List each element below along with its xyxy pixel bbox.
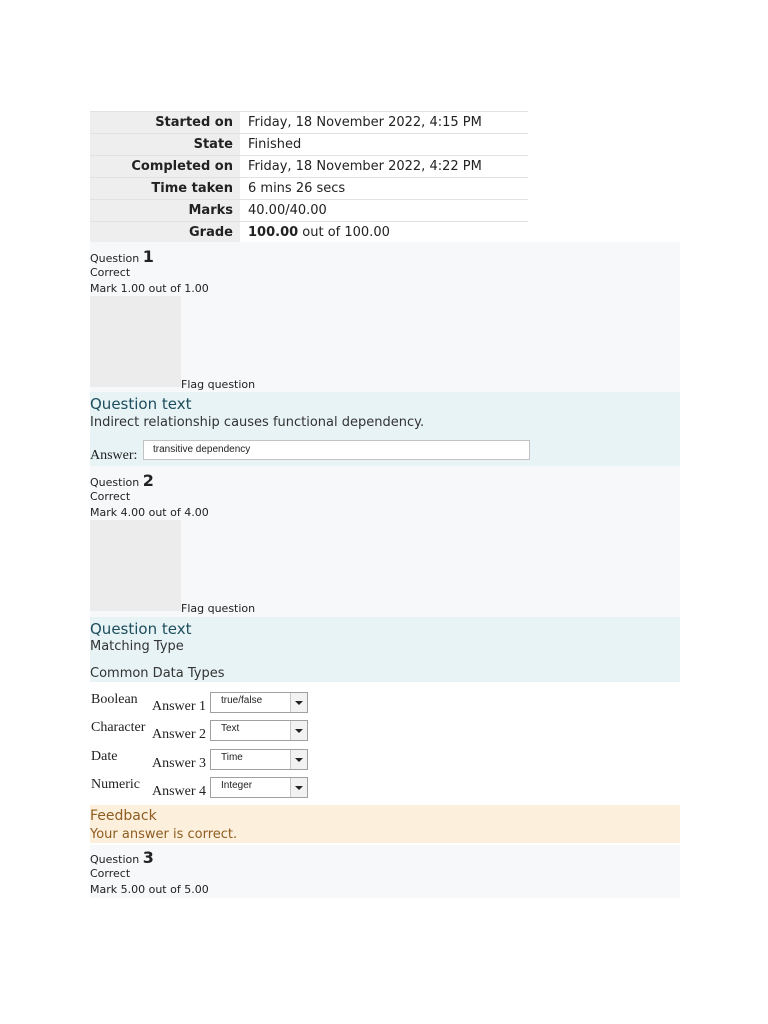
match-selected-value: Integer	[221, 780, 253, 791]
question-text-heading: Question text	[90, 395, 192, 413]
summary-row	[90, 200, 528, 222]
question-mark: Mark 5.00 out of 5.00	[90, 883, 209, 896]
summary-value: Finished	[240, 134, 528, 156]
question-number: Question 1	[90, 247, 154, 266]
summary-label: Marks	[90, 200, 240, 222]
match-row	[90, 692, 350, 720]
question-2-info	[90, 466, 680, 617]
match-row	[90, 720, 350, 748]
grade-score: 100.00	[248, 225, 299, 240]
match-answer-label: Answer 3	[152, 756, 207, 771]
question-status: Correct	[90, 867, 131, 880]
summary-value: Friday, 18 November 2022, 4:15 PM	[240, 112, 528, 134]
grade-label: Grade	[90, 222, 240, 244]
summary-row	[90, 134, 528, 156]
match-answer-label: Answer 1	[152, 699, 207, 714]
answer-input[interactable]: transitive dependency	[143, 440, 530, 460]
match-stem: Date	[91, 749, 118, 764]
summary-row	[90, 178, 528, 200]
summary-label: Started on	[90, 112, 240, 134]
match-select[interactable]	[210, 692, 308, 713]
flag-icon[interactable]	[90, 296, 181, 387]
match-row	[90, 749, 350, 777]
flag-question-link[interactable]: Flag question	[181, 378, 256, 391]
match-answer-label: Answer 4	[152, 784, 207, 799]
attempt-summary-table	[90, 111, 528, 244]
question-text-heading: Question text	[90, 620, 192, 638]
chevron-down-icon[interactable]	[290, 721, 307, 740]
question-text: Matching Type	[90, 639, 184, 654]
feedback-text: Your answer is correct.	[90, 827, 238, 842]
feedback-panel	[90, 805, 680, 843]
question-number: Question 3	[90, 848, 154, 867]
chevron-down-icon[interactable]	[290, 693, 307, 712]
summary-row	[90, 112, 528, 134]
match-selected-value: true/false	[221, 695, 263, 706]
match-row	[90, 777, 350, 805]
match-select[interactable]	[210, 777, 308, 798]
chevron-down-icon[interactable]	[290, 750, 307, 769]
answer-label: Answer:	[90, 448, 138, 463]
grade-out-of: out of 100.00	[298, 225, 390, 240]
match-stem: Boolean	[91, 692, 138, 707]
flag-icon[interactable]	[90, 520, 181, 611]
question-1-content	[90, 392, 680, 466]
feedback-heading: Feedback	[90, 808, 157, 824]
summary-label: State	[90, 134, 240, 156]
match-selected-value: Time	[221, 752, 243, 763]
question-text: Indirect relationship causes functional dependency.	[90, 415, 425, 430]
match-selected-value: Text	[221, 723, 240, 734]
question-subtext: Common Data Types	[90, 666, 225, 681]
question-1-info	[90, 242, 680, 392]
summary-value: 40.00/40.00	[240, 200, 528, 222]
question-status: Correct	[90, 266, 131, 279]
question-status: Correct	[90, 490, 131, 503]
flag-question-link[interactable]: Flag question	[181, 602, 256, 615]
question-3-info	[90, 845, 680, 898]
summary-row	[90, 156, 528, 178]
summary-label: Completed on	[90, 156, 240, 178]
question-mark: Mark 1.00 out of 1.00	[90, 282, 209, 295]
grade-value	[240, 222, 528, 244]
question-mark: Mark 4.00 out of 4.00	[90, 506, 209, 519]
match-answer-label: Answer 2	[152, 727, 207, 742]
summary-row-grade	[90, 222, 528, 244]
chevron-down-icon[interactable]	[290, 778, 307, 797]
match-select[interactable]	[210, 749, 308, 770]
summary-value: Friday, 18 November 2022, 4:22 PM	[240, 156, 528, 178]
match-stem: Character	[91, 720, 146, 735]
question-2-content	[90, 617, 680, 682]
summary-label: Time taken	[90, 178, 240, 200]
match-select[interactable]	[210, 720, 308, 741]
summary-value: 6 mins 26 secs	[240, 178, 528, 200]
match-stem: Numeric	[91, 777, 140, 792]
question-number: Question 2	[90, 471, 154, 490]
